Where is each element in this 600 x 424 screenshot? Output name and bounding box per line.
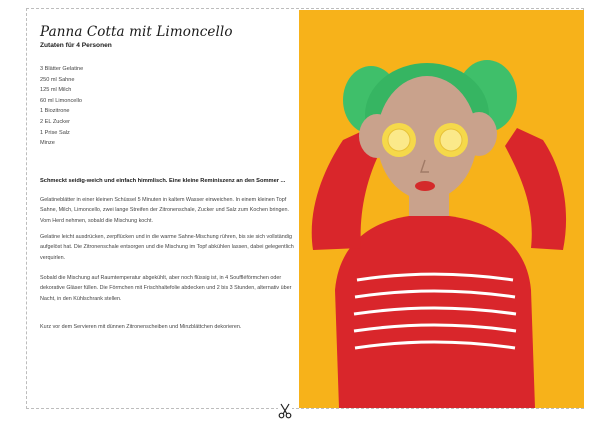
recipe-intro: Schmeckt seidig-weich und einfach himmlisch. Eine kleine Reminiszenz an den Sommer ... [40, 178, 286, 184]
lips [415, 181, 435, 191]
ingredient-item: 250 ml Sahne [40, 76, 75, 83]
illustration-panel [299, 10, 584, 408]
girl-with-lemons-illustration [299, 10, 584, 408]
ingredient-item: Minze [40, 140, 55, 147]
recipe-card [32, 10, 294, 408]
ingredient-item: 3 Blätter Gelatine [40, 66, 84, 72]
lemon-slice-left [382, 123, 416, 157]
ingredient-item: 1 Prise Salz [40, 129, 70, 136]
ingredient-item: 125 ml Milch [40, 87, 72, 94]
lemon-slice-right [434, 123, 468, 157]
instruction-step-1: Gelatineblätter in einer kleinen Schüssel 5 Minuten in kaltem Wasser einweichen. In einem kleinen Topf Sahne, Milch, Limoncello, zwei lange Streifen der Zitronenschale, Zucker und Salz zum Kochen bringen. Vom Herd nehmen, sobald die Mischung kocht. [40, 197, 289, 224]
ingredient-item: 60 ml Limoncello [40, 97, 82, 104]
instruction-step-2: Gelatine leicht ausdrücken, zerpflücken und in die warme Sahne-Mischung rühren, bis sie sich vollständig aufgelöst hat. Die Zitronenschale entsorgen und die Mischung im Topf abkühlen lassen, dabei gelegentlich verquirlen. [40, 234, 294, 261]
recipe-title: Panna Cotta mit Limoncello [40, 24, 233, 40]
scissors-icon [278, 403, 292, 419]
ingredient-item: 2 EL Zucker [40, 118, 70, 125]
ingredient-list [40, 64, 83, 149]
servings-subtitle: Zutaten für 4 Personen [40, 42, 112, 49]
instruction-step-4: Kurz vor dem Servieren mit dünnen Zitronenscheiben und Minzblättchen dekorieren. [40, 324, 242, 330]
instruction-step-3: Sobald die Mischung auf Raumtemperatur abgekühlt, aber noch flüssig ist, in 4 Souffléförmchen oder dekorative Gläser füllen. Die Förmchen mit Frischhaltefolie abdecken und 2 bis 3 Stunden, alternativ über Nacht, in den Kühlschrank stellen. [40, 275, 292, 302]
ingredient-item: 1 Biozitrone [40, 108, 70, 115]
